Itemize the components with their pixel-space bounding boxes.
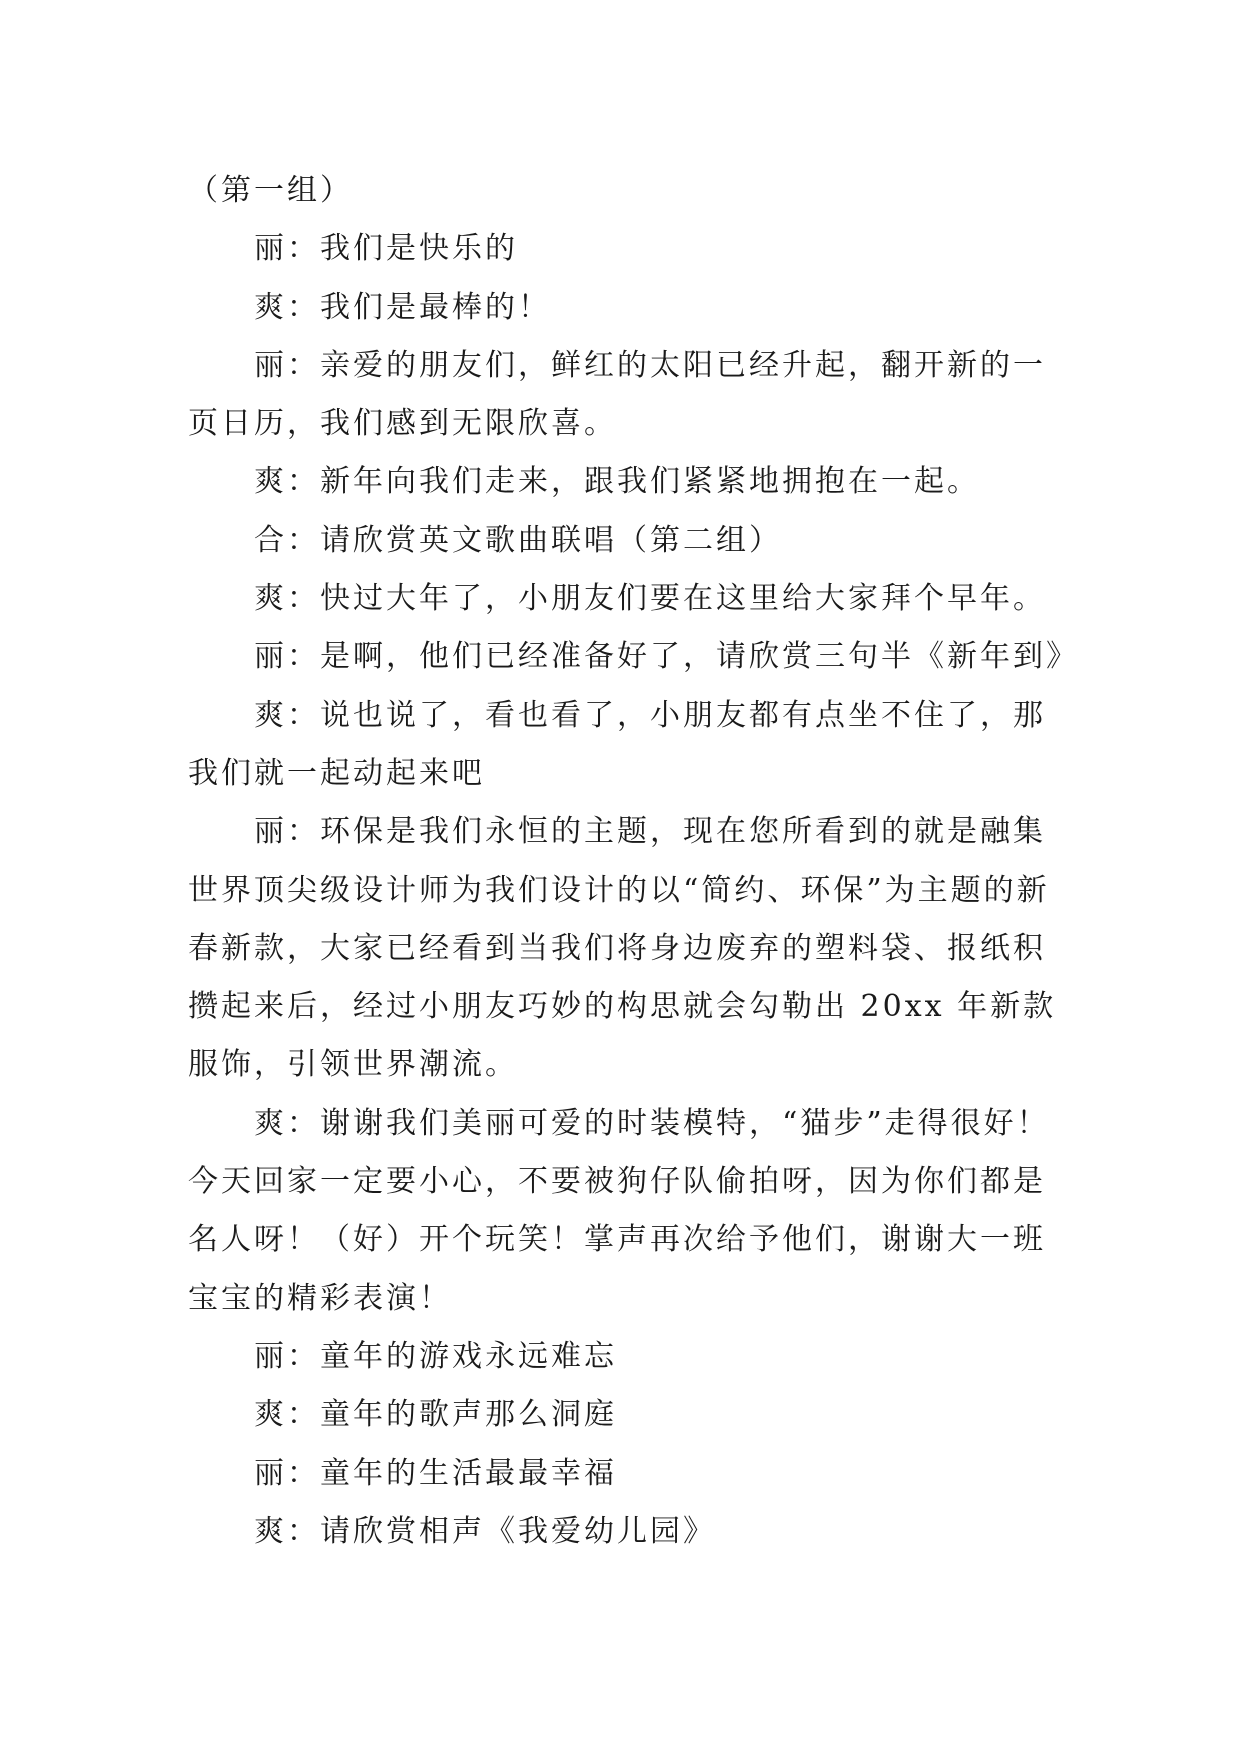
section-heading: （第一组） [188, 173, 353, 208]
dialogue-line: 爽：谢谢我们美丽可爱的时装模特，“猫步”走得很好！今天回家一定要小心，不要被狗仔队偷拍呀，因为你们都是名人呀！（好）开个玩笑！掌声再次给予他们，谢谢大一班宝宝的精彩表演！ [188, 1105, 1050, 1316]
dialogue-line: 丽：我们是快乐的 [254, 231, 518, 267]
dialogue-line: 丽：是啊，他们已经准备好了，请欣赏三句半《新年到》 [254, 639, 1079, 675]
dialogue-line: 爽：说也说了，看也看了，小朋友都有点坐不住了，那我们就一起动起来吧 [188, 697, 1046, 791]
dialogue-line: 爽：我们是最棒的！ [254, 289, 551, 325]
dialogue-line: 爽：童年的歌声那么洞庭 [254, 1397, 617, 1433]
dialogue-line: 爽：请欣赏相声《我爱幼儿园》 [254, 1513, 716, 1549]
dialogue-line: 合：请欣赏英文歌曲联唱（第二组） [254, 522, 782, 558]
dialogue-line: 爽：快过大年了，小朋友们要在这里给大家拜个早年。 [254, 581, 1046, 617]
dialogue-line: 丽：童年的生活最最幸福 [254, 1455, 617, 1491]
dialogue-line: 丽：环保是我们永恒的主题，现在您所看到的就是融集世界顶尖级设计师为我们设计的以“简约、环保”为主题的新春新款，大家已经看到当我们将身边废弃的塑料袋、报纸积攒起来后，经过小朋友巧妙的构思就会勾勒出 20xx 年新款服饰，引领世界潮流。 [188, 814, 1057, 1083]
dialogue-line: 爽：新年向我们走来，跟我们紧紧地拥抱在一起。 [254, 464, 980, 500]
dialogue-line: 丽：亲爱的朋友们，鲜红的太阳已经升起，翻开新的一页日历，我们感到无限欣喜。 [188, 347, 1046, 442]
dialogue-line: 丽：童年的游戏永远难忘 [254, 1338, 617, 1374]
document-body [188, 162, 1079, 1561]
